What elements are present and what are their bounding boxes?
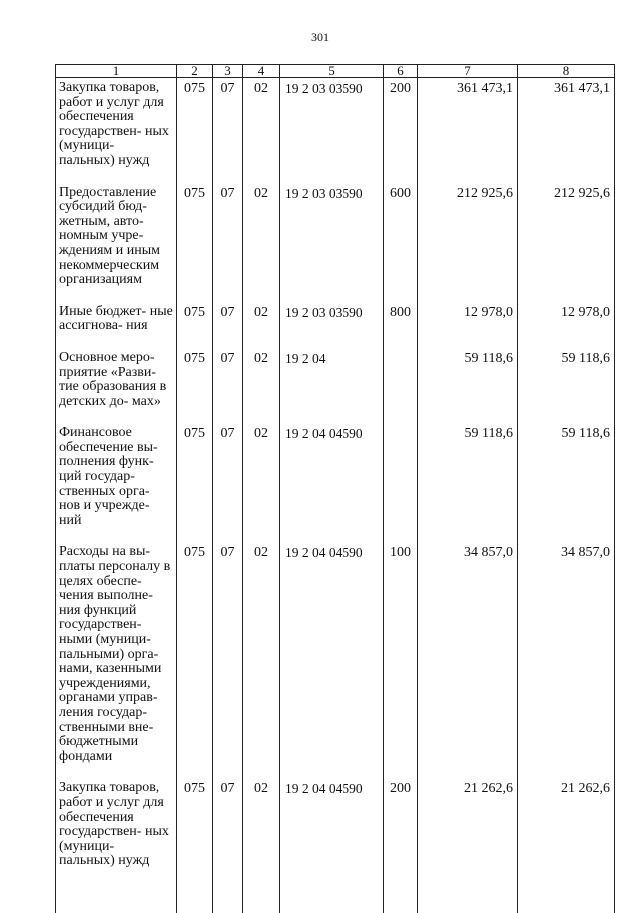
cell-expense-type: 100 bbox=[384, 542, 418, 778]
table-row bbox=[56, 542, 615, 778]
cell-target-code: 19 2 04 04590 bbox=[280, 778, 384, 913]
cell-subsection: 02 bbox=[243, 423, 280, 542]
row-name: Основное меро- приятие «Разви- тие образования в детских до- мах» bbox=[56, 348, 177, 423]
cell-amount-7: 361 473,1 bbox=[418, 78, 518, 183]
cell-subsection: 02 bbox=[243, 183, 280, 302]
cell-amount-8: 34 857,0 bbox=[518, 542, 615, 778]
cell-amount-7: 59 118,6 bbox=[418, 423, 518, 542]
cell-target-code: 19 2 04 04590 bbox=[280, 423, 384, 542]
cell-amount-8: 59 118,6 bbox=[518, 423, 615, 542]
cell-target-code: 19 2 04 04590 bbox=[280, 542, 384, 778]
row-name: Расходы на вы- платы персоналу в целях обеспе- чения выполне- ния функций государствен- ными (муници- пальными) орга- нами, казенными учреждениями, органами управ- ления государ- ственными вне- бюджетными фондами bbox=[56, 542, 177, 778]
column-header: 2 bbox=[177, 65, 213, 78]
cell-amount-7: 34 857,0 bbox=[418, 542, 518, 778]
cell-ministry: 075 bbox=[177, 78, 213, 183]
cell-ministry: 075 bbox=[177, 348, 213, 423]
cell-amount-7: 12 978,0 bbox=[418, 302, 518, 348]
row-name: Предоставление субсидий бюд- жетным, авто- номным учре- ждениям и иным некоммерческим организациям bbox=[56, 183, 177, 302]
cell-amount-8: 59 118,6 bbox=[518, 348, 615, 423]
cell-section: 07 bbox=[213, 423, 243, 542]
cell-amount-8: 21 262,6 bbox=[518, 778, 615, 913]
column-header: 3 bbox=[213, 65, 243, 78]
cell-expense-type bbox=[384, 423, 418, 542]
cell-subsection: 02 bbox=[243, 302, 280, 348]
cell-section: 07 bbox=[213, 542, 243, 778]
cell-ministry: 075 bbox=[177, 183, 213, 302]
column-header: 6 bbox=[384, 65, 418, 78]
cell-subsection: 02 bbox=[243, 348, 280, 423]
cell-amount-7: 212 925,6 bbox=[418, 183, 518, 302]
page-number: 301 bbox=[311, 30, 329, 44]
cell-ministry: 075 bbox=[177, 542, 213, 778]
column-header: 7 bbox=[418, 65, 518, 78]
cell-subsection: 02 bbox=[243, 78, 280, 183]
table-row bbox=[56, 348, 615, 423]
cell-section: 07 bbox=[213, 78, 243, 183]
table-row bbox=[56, 78, 615, 183]
cell-amount-7: 21 262,6 bbox=[418, 778, 518, 913]
cell-amount-8: 212 925,6 bbox=[518, 183, 615, 302]
cell-expense-type: 200 bbox=[384, 778, 418, 913]
row-name: Закупка товаров, работ и услуг для обеспечения государствен- ных (муници- пальных) нужд bbox=[56, 778, 177, 913]
column-header: 8 bbox=[518, 65, 615, 78]
cell-ministry: 075 bbox=[177, 302, 213, 348]
row-name: Финансовое обеспечение вы- полнения функ- ций государ- ственных орга- нов и учрежде- ний bbox=[56, 423, 177, 542]
cell-target-code: 19 2 04 bbox=[280, 348, 384, 423]
cell-section: 07 bbox=[213, 183, 243, 302]
cell-section: 07 bbox=[213, 778, 243, 913]
cell-amount-8: 361 473,1 bbox=[518, 78, 615, 183]
cell-amount-7: 59 118,6 bbox=[418, 348, 518, 423]
cell-expense-type bbox=[384, 348, 418, 423]
cell-amount-8: 12 978,0 bbox=[518, 302, 615, 348]
row-name: Закупка товаров, работ и услуг для обеспечения государствен- ных (муници- пальных) нужд bbox=[56, 78, 177, 183]
column-header: 1 bbox=[56, 65, 177, 78]
table-row bbox=[56, 302, 615, 348]
cell-expense-type: 600 bbox=[384, 183, 418, 302]
column-header: 5 bbox=[280, 65, 384, 78]
budget-table bbox=[55, 64, 615, 913]
table-row bbox=[56, 423, 615, 542]
cell-ministry: 075 bbox=[177, 778, 213, 913]
cell-target-code: 19 2 03 03590 bbox=[280, 78, 384, 183]
cell-expense-type: 200 bbox=[384, 78, 418, 183]
table-row bbox=[56, 183, 615, 302]
header-row bbox=[56, 65, 615, 78]
cell-subsection: 02 bbox=[243, 778, 280, 913]
cell-target-code: 19 2 03 03590 bbox=[280, 183, 384, 302]
table-row bbox=[56, 778, 615, 913]
cell-section: 07 bbox=[213, 348, 243, 423]
row-name: Иные бюджет- ные ассигнова- ния bbox=[56, 302, 177, 348]
column-header: 4 bbox=[243, 65, 280, 78]
cell-ministry: 075 bbox=[177, 423, 213, 542]
cell-target-code: 19 2 03 03590 bbox=[280, 302, 384, 348]
cell-subsection: 02 bbox=[243, 542, 280, 778]
cell-section: 07 bbox=[213, 302, 243, 348]
cell-expense-type: 800 bbox=[384, 302, 418, 348]
